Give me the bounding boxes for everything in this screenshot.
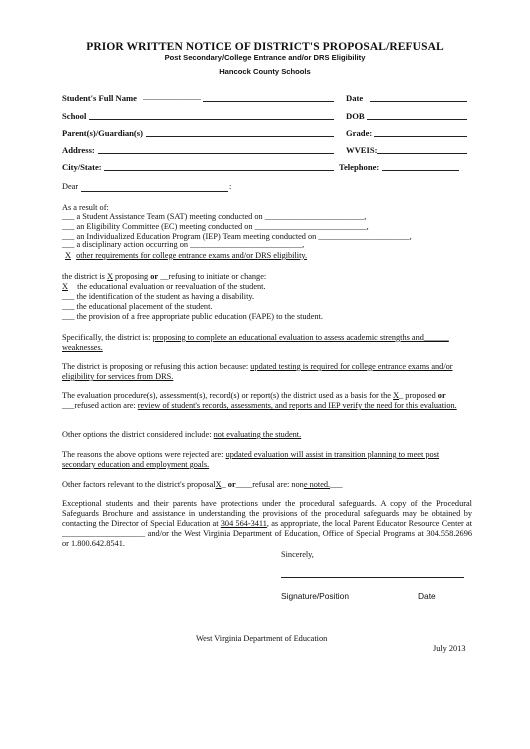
factors-refusal: ____refusal are: non	[235, 480, 304, 489]
fape-mark[interactable]: ___	[62, 312, 75, 321]
signature-line[interactable]	[281, 577, 464, 578]
wveis-label: WVEIS:	[346, 145, 378, 155]
identification-mark[interactable]: ___	[62, 292, 75, 301]
address-line[interactable]	[98, 153, 334, 154]
rejected-value[interactable]: updated evaluation will assist in transition planning to meet post secondary education and employment goals.	[62, 450, 440, 469]
date-line[interactable]	[370, 101, 467, 102]
eval-value[interactable]: review of student's records, assessments, and reports and IEP verify the need for this evaluation.	[137, 401, 457, 410]
eval-refused: ___refused action are:	[62, 401, 138, 410]
other-requirements-text: other requirements for college entrance exams and/or DRS eligibility.	[76, 251, 308, 260]
form-subtitle: Post Secondary/College Entrance and/or DRS Eligibility	[164, 53, 366, 62]
salutation-colon: :	[229, 182, 232, 191]
eval-or: or	[437, 391, 446, 400]
school-label: School	[62, 111, 87, 121]
evaluation-mark[interactable]: X	[62, 282, 68, 291]
school-line[interactable]	[89, 119, 334, 120]
factors-paragraph	[62, 480, 343, 490]
address-label: Address:	[62, 145, 95, 155]
evaluation-paragraph	[62, 391, 474, 411]
proposing-line	[62, 272, 266, 282]
student-name-label: Student's Full Name	[62, 93, 137, 103]
eval-proposed-mark[interactable]: X	[393, 391, 400, 400]
evaluation-text: the educational evaluation or reevaluation of the student.	[77, 282, 266, 291]
proposing-mark[interactable]: X	[106, 272, 113, 281]
date-label: Date	[346, 93, 364, 103]
specifically-value[interactable]: proposing to complete an educational evaluation to assess academic strengths and______ weaknesses.	[62, 333, 449, 352]
placement-mark[interactable]: ___	[62, 302, 75, 311]
factors-value[interactable]: e noted.	[303, 480, 331, 489]
options-paragraph	[62, 430, 472, 440]
footer-department: West Virginia Department of Education	[196, 634, 328, 643]
result-item-sat[interactable]: ___ a Student Assistance Team (SAT) meeting conducted on ________________________,	[62, 212, 367, 221]
result-item-other[interactable]	[62, 251, 307, 261]
wveis-line[interactable]	[377, 153, 467, 154]
eval-proposed: _ proposed	[399, 391, 438, 400]
reason-paragraph	[62, 362, 462, 382]
parent-line[interactable]	[146, 136, 334, 137]
safeguards-paragraph	[62, 499, 472, 549]
factors-lead: Other factors relevant to the district's proposal	[62, 480, 216, 489]
form-title: PRIOR WRITTEN NOTICE OF DISTRICT'S PROPOSAL/REFUSAL	[86, 41, 444, 53]
student-name-value: ______________	[143, 92, 202, 101]
proposing-item-evaluation[interactable]	[62, 282, 266, 292]
safeguards-text-b: , as appropriate, the local Parent Educator Resource Center at ____________________ and/or the West Virginia Department of Education, Office of Special Programs at 304.558.2696 or 1.800.642.8541.	[62, 519, 473, 548]
safeguards-text-a: Exceptional students and their parents have protections under the procedural safeguards. A copy of the Procedural Safeguards Brochure and assistance in understanding the provisions of the procedural safeguards may be obtained by contacting the Director of Special Education at	[62, 499, 472, 528]
result-item-discipline[interactable]: ___ a disciplinary action occurring on ___________________________,	[62, 240, 305, 249]
city-label: City/State:	[62, 162, 102, 172]
result-intro: As a result of:	[62, 203, 109, 212]
salutation-dear: Dear	[62, 182, 79, 191]
result-item-iep[interactable]: ___ an Individualized Education Program (IEP) Team meeting conducted on ______________________,	[62, 232, 412, 241]
rejected-lead: The reasons the above options were rejected are:	[62, 450, 226, 459]
proposing-item-identification[interactable]	[62, 292, 254, 302]
telephone-line[interactable]	[382, 170, 459, 171]
proposing-lead: the district is	[62, 272, 107, 281]
options-value[interactable]: not evaluating the student.	[213, 430, 302, 439]
placement-text: the educational placement of the student.	[76, 302, 213, 311]
fape-text: the provision of a free appropriate public education (FAPE) to the student.	[76, 312, 323, 321]
telephone-label: Telephone:	[339, 162, 380, 172]
student-name-line[interactable]	[203, 101, 334, 102]
refusing-text: __refusing to initiate or change:	[158, 272, 267, 281]
proposing-or: or	[150, 272, 159, 281]
identification-text: the identification of the student as having a disability.	[76, 292, 255, 301]
grade-line[interactable]	[374, 136, 467, 137]
special-ed-phone[interactable]: 304 564-3411	[220, 519, 267, 528]
sincerely: Sincerely,	[281, 550, 314, 559]
proposing-word: proposing	[112, 272, 151, 281]
specifically-paragraph	[62, 333, 472, 353]
proposing-item-placement[interactable]	[62, 302, 212, 312]
salutation-name-line[interactable]	[81, 191, 228, 192]
signature-date-label: Date	[418, 591, 436, 601]
parent-label: Parent(s)/Guardian(s)	[62, 128, 144, 138]
school-district-name: Hancock County Schools	[219, 67, 311, 76]
options-lead: Other options the district considered include:	[62, 430, 214, 439]
other-checkbox-mark[interactable]: X	[65, 251, 71, 260]
rejected-paragraph	[62, 450, 462, 470]
factors-tail: ___	[330, 480, 343, 489]
factors-or: or	[227, 480, 236, 489]
dob-line[interactable]	[367, 119, 467, 120]
factors-proposal-mark[interactable]: X	[215, 480, 222, 489]
eval-lead: The evaluation procedure(s), assessment(s), record(s) or report(s) the district used as a basis for the	[62, 391, 394, 400]
city-line[interactable]	[104, 170, 334, 171]
reason-value[interactable]: updated testing is required for college entrance exams and/or eligibility for services from DRS.	[62, 362, 453, 381]
grade-label: Grade:	[346, 128, 373, 138]
result-item-ec[interactable]: ___ an Eligibility Committee (EC) meeting conducted on ___________________________,	[62, 222, 369, 231]
reason-lead: The district is proposing or refusing this action because:	[62, 362, 251, 371]
proposing-item-fape[interactable]	[62, 312, 323, 322]
footer-date: July 2013	[433, 644, 466, 653]
dob-label: DOB	[346, 111, 365, 121]
signature-label: Signature/Position	[281, 591, 349, 601]
factors-blank: _	[221, 480, 226, 489]
specifically-lead: Specifically, the district is:	[62, 333, 153, 342]
